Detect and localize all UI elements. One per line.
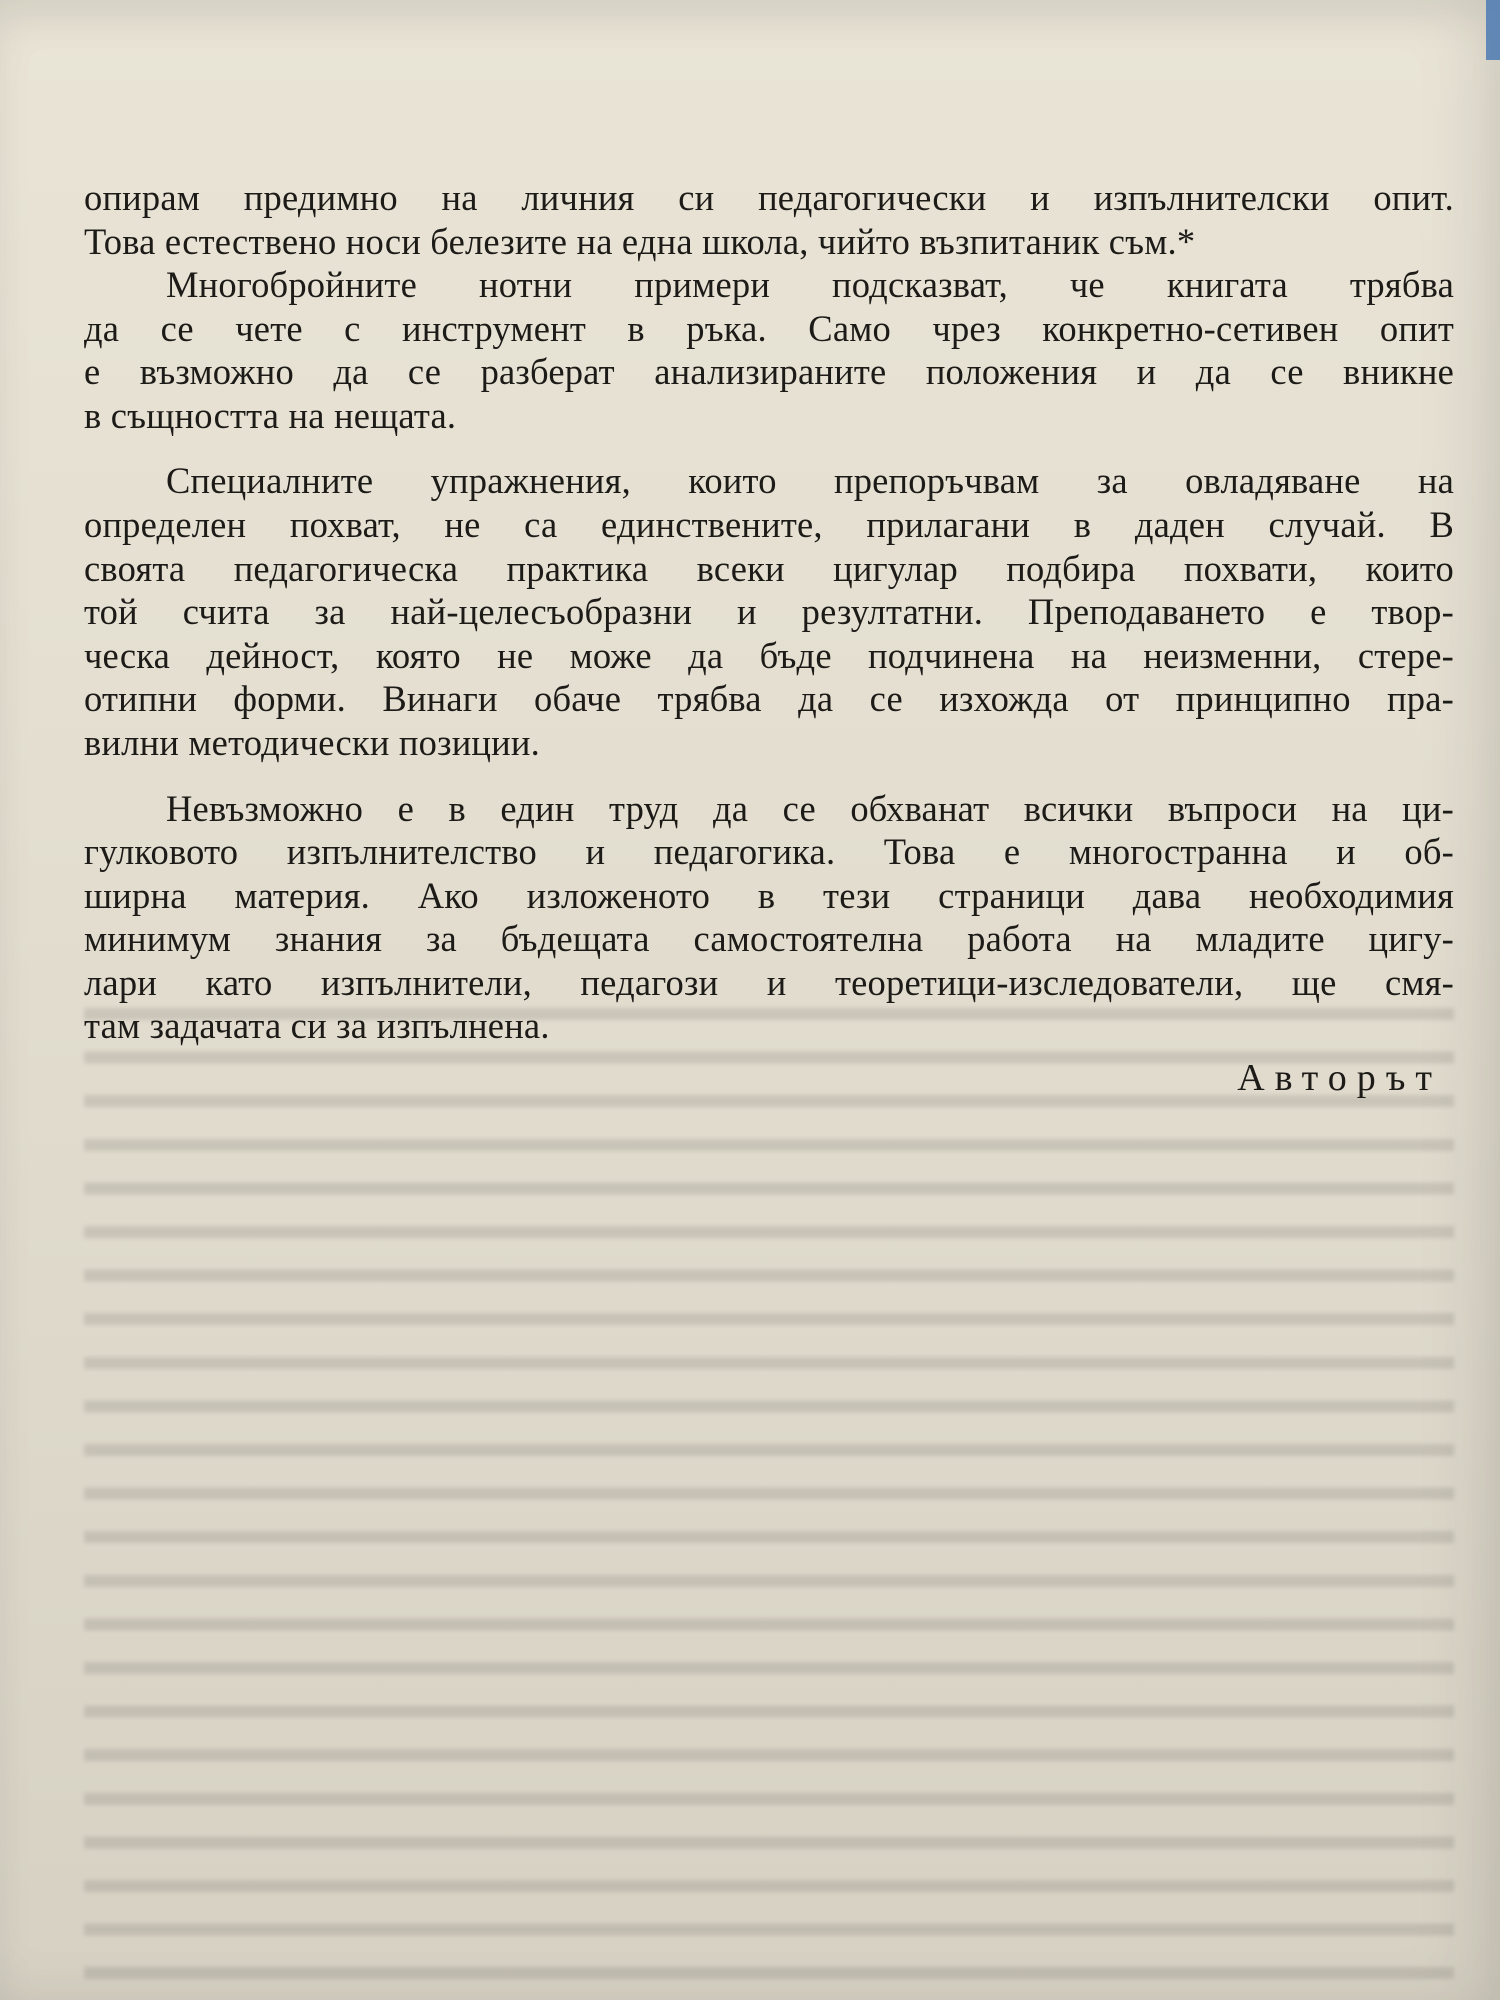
text-line: той счита за най-целесъобразни и резултатни. Преподаването е твор- xyxy=(84,591,1454,633)
text-line: Многобройните нотни примери подсказват, че книгата трябва xyxy=(166,264,1454,306)
text-line: е възможно да се разберат анализираните положения и да се вникне xyxy=(84,351,1454,393)
show-through-text xyxy=(84,990,1454,1990)
paragraph-4 xyxy=(84,787,1454,1049)
text-line: отипни форми. Винаги обаче трябва да се изхожда от принципно пра- xyxy=(84,678,1454,720)
text-line: Специалните упражнения, които препоръчвам за овладяване на xyxy=(166,460,1454,502)
body-text xyxy=(84,176,1454,1048)
text-line: минимум знания за бъдещата самостоятелна работа на младите цигу- xyxy=(84,918,1454,960)
text-line: ширна материя. Ако изложеното в тези страници дава необходимия xyxy=(84,874,1454,916)
text-line: Това естествено носи белезите на една школа, чийто възпитаник съм.* xyxy=(84,220,1196,262)
book-binding-edge xyxy=(1486,0,1500,60)
text-line: своята педагогическа практика всеки цигулар подбира похвати, които xyxy=(84,547,1454,589)
text-line: Невъзможно е в един труд да се обхванат всички въпроси на ци- xyxy=(166,787,1454,829)
text-line: лари като изпълнители, педагози и теоретици-изследователи, ще смя- xyxy=(84,961,1454,1003)
paragraph-3 xyxy=(84,459,1454,764)
paragraph-2 xyxy=(84,263,1454,437)
text-line: в същността на нещата. xyxy=(84,394,457,436)
author-signature: Авторът xyxy=(1237,1057,1442,1099)
text-line: ческа дейност, която не може да бъде подчинена на неизменни, стере- xyxy=(84,634,1454,676)
text-line: определен похват, не са единствените, прилагани в даден случай. В xyxy=(84,504,1454,546)
paragraph-1 xyxy=(84,176,1454,263)
text-line: там задачата си за изпълнена. xyxy=(84,1005,550,1047)
text-line: да се чете с инструмент в ръка. Само чрез конкретно-сетивен опит xyxy=(84,307,1454,349)
text-line: опирам предимно на личния си педагогически и изпълнителски опит. xyxy=(84,177,1454,218)
text-line: гулковото изпълнителство и педагогика. Това е многостранна и об- xyxy=(84,831,1454,873)
text-line: вилни методически позиции. xyxy=(84,722,540,764)
